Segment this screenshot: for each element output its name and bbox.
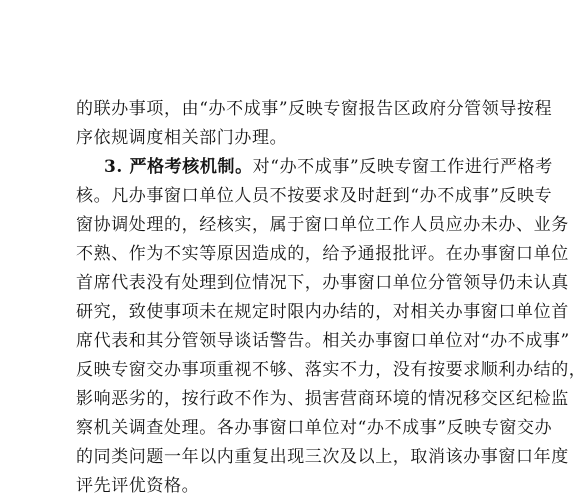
- section-heading-line: [104, 157, 553, 177]
- section-heading: 3. 严格考核机制。: [104, 157, 253, 177]
- paragraph-line: 的联办事项，由“办不成事”反映专窗报告区政府分管领导按程: [76, 99, 553, 119]
- paragraph-line: 的同类问题一年以内重复出现三次及以上，取消该办事窗口年度: [76, 447, 569, 467]
- paragraph-line: 核。凡办事窗口单位人员不按要求及时赶到“办不成事”反映专: [76, 186, 553, 206]
- paragraph-line: 研究，致使事项未在规定时限内办结的，对相关办事窗口单位首: [76, 302, 569, 322]
- paragraph-line: 察机关调查处理。各办事窗口单位对“办不成事”反映专窗交办: [76, 418, 553, 438]
- paragraph-text: 对“办不成事”反映专窗工作进行严格考: [252, 157, 553, 177]
- paragraph-line: 序依规调度相关部门办理。: [76, 128, 288, 148]
- paragraph-line: 反映专窗交办事项重视不够、落实不力，没有按要求顺利办结的，: [76, 360, 587, 380]
- paragraph-line: 不熟、作为不实等原因造成的，给予通报批评。在办事窗口单位: [76, 244, 569, 264]
- paragraph-line: 评先评优资格。: [76, 476, 200, 496]
- paragraph-line: 席代表和其分管领导谈话警告。相关办事窗口单位对“办不成事”: [76, 331, 570, 351]
- paragraph-line: 窗协调处理的，经核实，属于窗口单位工作人员应办未办、业务: [76, 215, 569, 235]
- paragraph-line: 首席代表没有处理到位情况下，办事窗口单位分管领导仍未认真: [76, 273, 569, 293]
- paragraph-line: 影响恶劣的，按行政不作为、损害营商环境的情况移交区纪检监: [76, 389, 569, 409]
